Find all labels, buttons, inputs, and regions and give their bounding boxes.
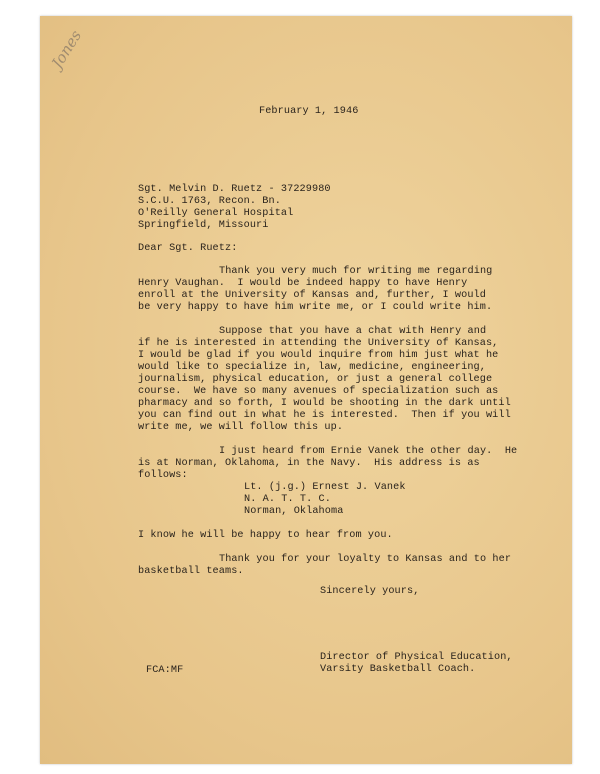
paragraph-2-line: journalism, physical education, or just a general college <box>138 374 493 385</box>
paragraph-3-line: follows: <box>138 470 188 481</box>
vanek-unit: N. A. T. T. C. <box>244 494 331 505</box>
paragraph-2-line: course. We have so many avenues of specialization such as <box>138 386 499 397</box>
letter-date: February 1, 1946 <box>259 106 359 117</box>
recipient-city: Springfield, Missouri <box>138 220 269 231</box>
salutation: Dear Sgt. Ruetz: <box>138 243 238 254</box>
paragraph-2-line: if he is interested in attending the University of Kansas, <box>138 338 499 349</box>
paragraph-2-line: I would be glad if you would inquire from him just what he <box>138 350 499 361</box>
signature-title-line: Director of Physical Education, <box>320 652 513 663</box>
typist-initials: FCA:MF <box>146 665 184 676</box>
paragraph-5-line: Thank you for your loyalty to Kansas and to her <box>219 554 512 565</box>
signature-title-line: Varsity Basketball Coach. <box>320 664 476 675</box>
vanek-name: Lt. (j.g.) Ernest J. Vanek <box>244 482 406 493</box>
pencil-margin-note: Jones <box>48 26 86 72</box>
paragraph-2-line: write me, we will follow this up. <box>138 422 344 433</box>
paragraph-2-line: pharmacy and so forth, I would be shooting in the dark until <box>138 398 511 409</box>
recipient-name: Sgt. Melvin D. Ruetz - 37229980 <box>138 184 331 195</box>
closing: Sincerely yours, <box>320 586 420 597</box>
vanek-city: Norman, Oklahoma <box>244 506 344 517</box>
paragraph-5-line: basketball teams. <box>138 566 244 577</box>
paragraph-2-line: you can find out in what he is interested. Then if you will <box>138 410 511 421</box>
paragraph-1-line: Thank you very much for writing me regarding <box>219 266 493 277</box>
paragraph-1-line: be very happy to have him write me, or I could write him. <box>138 302 493 313</box>
paragraph-2-line: would like to specialize in, law, medicine, engineering, <box>138 362 486 373</box>
paragraph-4: I know he will be happy to hear from you. <box>138 530 393 541</box>
paragraph-2-line: Suppose that you have a chat with Henry and <box>219 326 487 337</box>
recipient-hospital: O'Reilly General Hospital <box>138 208 294 219</box>
paragraph-1-line: enroll at the University of Kansas and, further, I would <box>138 290 486 301</box>
paragraph-3-line: is at Norman, Oklahoma, in the Navy. His address is as <box>138 458 480 469</box>
paragraph-1-line: Henry Vaughan. I would be indeed happy to have Henry <box>138 278 468 289</box>
recipient-unit: S.C.U. 1763, Recon. Bn. <box>138 196 281 207</box>
paragraph-3-line: I just heard from Ernie Vanek the other day. He <box>219 446 518 457</box>
